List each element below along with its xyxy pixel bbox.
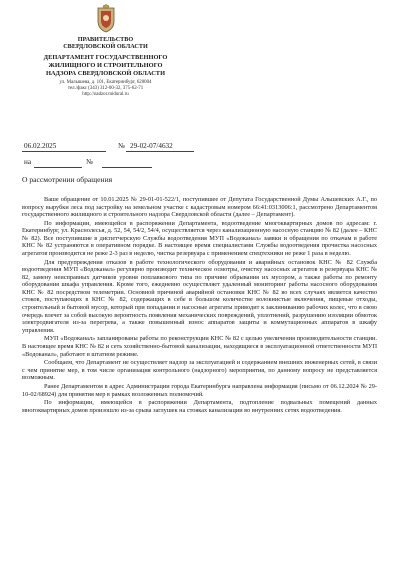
registration-line <box>22 140 194 152</box>
address-line2: тел./факс (343) 312-00-32, 375-62-71 <box>67 86 144 92</box>
dept-title-line1: ДЕПАРТАМЕНТ ГОСУДАРСТВЕННОГО <box>43 54 168 62</box>
reply-date-underline <box>34 167 82 168</box>
date-underline <box>22 151 106 152</box>
reply-number-sign: № <box>86 158 93 166</box>
paragraph: По информации, имеющейся в распоряжении Департамента, водоотведение многоквартирных домов по адресам: г. Екатеринбург, ул. Краснолесья, д. 52, 54, 54/2, 54/4, осуществляется через канализационную насосную станцию № 82 (далее – КНС № 82). Все поступившие в диспетчерскую Службы водоотведения МУП «Водоканал» заявки и обращения по откачам в работе КНС № 82 устраняются в оперативном порядке. В настоящее время специалистами Службы водоотведения прочистка насосных агрегатов производится не реже 2-3 раз в неделю, чистка резервуара с применением спецтехники не реже 1 раза в неделю. <box>22 219 377 258</box>
number-sign: № <box>118 142 125 150</box>
number-underline <box>126 151 194 152</box>
registration-number: 29-02-07/4632 <box>130 142 173 150</box>
coat-of-arms-icon <box>95 4 117 34</box>
reply-to-label: на <box>24 158 32 166</box>
registration-date: 06.02.2025 <box>24 142 57 150</box>
gov-title-line2: СВЕРДЛОВСКОЙ ОБЛАСТИ <box>63 43 148 51</box>
paragraph: Ваше обращение от 10.01.2025 № 29-01-01-522/1, поступившее от Депутата Государственной Думы Альшевских А.Г., по вопросу вырубки леса под застройку на земельном участке с кадастровым номером 66:41:0313006:1, рассмотрено Департаментом государственного жилищного и строительного надзора Свердловской области (далее – Департамент). <box>22 196 377 219</box>
address-line1: ул. Малышева, д. 101, Екатеринбург, 620004 <box>59 80 152 86</box>
subject-line: О рассмотрении обращения <box>22 175 113 184</box>
paragraph: Для предупреждения отказов в работе технологического оборудования и аварийных остановок КНС № 82 Служба водоотведения МУП «Водоканал» регулярно производит техническое осмотры, очистку насосных агрегатов и резервуара КНС № 82, замену неисправных датчиков уровня поплавкового типа по причине обрывания их мусором, а также работы по ремонту оборудования шкафа управления. Кроме того, ежедневно осуществляет удаленный мониторинг работы насосного оборудования КНС № 82 посредством телеметрии. Основной причиной аварийной остановки КНС № 82 во всех случаях является качество стоков, поступающих в КНС № 82, содержащих в себе в большом количестве волокнистые включения, пищевые отходы, строительный и бытовой мусор, который при попадании в насосные агрегаты приводит к заклиниванию рабочих колес, что в свою очередь влечет за собой высокую вероятность появления механических повреждений, уплотнений, разрушению изоляции обмоток электродвигателя из-за перегрева, а также повышенный износ аппаратов защиты и коммутационных аппаратов в шкафу управления. <box>22 258 377 334</box>
paragraph: Сообщаем, что Департамент не осуществляет надзор за эксплуатацией и содержанием внешних инженерных сетей, в связи с чем принятие мер, в том числе организация контрольного (надзорного) мероприятия, по данному вопросу не представляется возможным. <box>22 359 377 382</box>
address-line3: http://nadzor.midural.ru <box>82 92 129 98</box>
reply-number-underline <box>102 167 152 168</box>
paragraph: МУП «Водоканал» запланированы работы по реконструкции КНС № 82 с целью увеличения производительности станции. В настоящее время КНС № 82 и сеть хозяйственно-бытовой канализации, находящиеся в эксплуатационной ответственности МУП «Водоканал», работают в штатном режиме. <box>22 335 377 358</box>
gov-title-line1: ПРАВИТЕЛЬСТВО <box>77 36 134 43</box>
dept-title-line2: ЖИЛИЩНОГО И СТРОИТЕЛЬНОГО <box>48 62 163 69</box>
letter-body <box>22 196 377 416</box>
letterhead <box>28 4 183 98</box>
reply-to-line <box>22 158 194 168</box>
paragraph: Ранее Департаментом в адрес Администрации города Екатеринбурга направлена информация (письмо от 06.12.2024 № 29-10-02/68924) для принятия мер в рамках возложенных полномочий. <box>22 383 377 398</box>
dept-title-line3: НАДЗОРА СВЕРДЛОВСКОЙ ОБЛАСТИ <box>45 69 166 77</box>
paragraph: По информации, имеющейся в распоряжении Департамента, подтопление подвальных помещений данных многоквартирных домов произошло из-за срыва заглушек на стояках канализации во внутренних сетях водоотведения. <box>22 399 377 414</box>
